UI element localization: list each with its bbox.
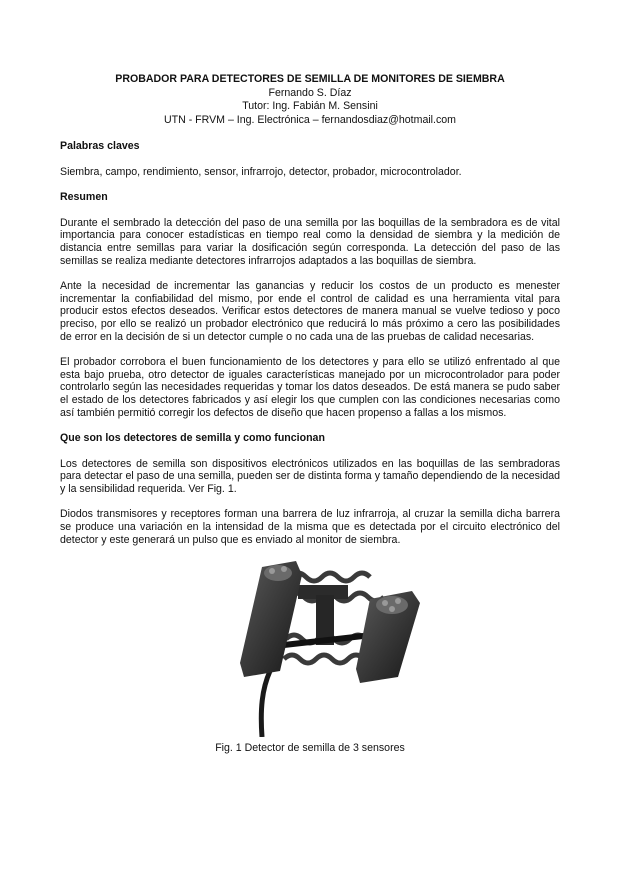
figure-caption: Fig. 1 Detector de semilla de 3 sensores [215, 742, 405, 755]
abstract-paragraph-2: Ante la necesidad de incrementar las ganancias y reducir los costos de un producto es menester incrementar la confiabilidad del mismo, por ende el control de calidad es una herramienta vital para producir estos efectos deseados. Verificar estos detectores de manera manual se vuelve tedioso y poco preciso, por ello se realizó un probador electrónico que reducirá lo más próximo a cero las posibilidades de error en la decisión de si un detector cumple o no cada una de las pruebas de calidad necesarias. [60, 280, 560, 343]
section-paragraph-1: Los detectores de semilla son dispositivos electrónicos utilizados en las boquillas de las sembradoras para detectar el paso de una semilla, pueden ser de distinta forma y tamaño dependiendo de la necesidad y la sensibilidad requerida. Ver Fig. 1. [60, 457, 560, 495]
abstract-paragraph-1: Durante el sembrado la detección del paso de una semilla por las boquillas de la sembradora es de vital importancia para conocer estadísticas en tiempo real como la densidad de siembra y la medición de distancia entre semillas para variar la dosificación según corresponda. La detección del paso de las semillas se realiza mediante detectores infrarrojos adaptados a las boquillas de siembra. [60, 216, 560, 267]
author-line: Fernando S. Díaz [268, 86, 352, 99]
affiliation-line: UTN - FRVM – Ing. Electrónica – fernandosdiaz@hotmail.com [164, 113, 456, 126]
tutor-line: Tutor: Ing. Fabián M. Sensini [242, 100, 378, 112]
paper-body [60, 140, 560, 755]
section-heading: Que son los detectores de semilla y como funcionan [60, 432, 325, 445]
seed-detector-photo [200, 559, 420, 737]
figure-1 [60, 559, 560, 737]
paper-title: PROBADOR PARA DETECTORES DE SEMILLA DE MONITORES DE SIEMBRA [115, 73, 505, 85]
paper-header [0, 73, 620, 127]
section-paragraph-2: Diodos transmisores y receptores forman una barrera de luz infrarroja, al cruzar la semilla dicha barrera se produce una variación en la intensidad de la misma que es detectada por el circuito electrónico del detector y este generará un pulso que es enviado al monitor de siembra. [60, 508, 560, 546]
keywords-heading: Palabras claves [60, 140, 140, 152]
keywords-text: Siembra, campo, rendimiento, sensor, infrarrojo, detector, probador, microcontrolador. [60, 165, 462, 178]
abstract-heading: Resumen [60, 191, 108, 204]
abstract-paragraph-3: El probador corrobora el buen funcionamiento de los detectores y para ello se utilizó enfrentado al que esta bajo prueba, otro detector de iguales características manejado por un microcontrolador para poder controlarlo según las necesidades requeridas y tomar los datos deseados. De está manera se pudo saber el estado de los detectores fabricados y así elegir los que cumplen con las condiciones necesarias como así también permitió corregir los defectos de diseño que hacen propenso a fallas a los mismos. [60, 356, 560, 419]
